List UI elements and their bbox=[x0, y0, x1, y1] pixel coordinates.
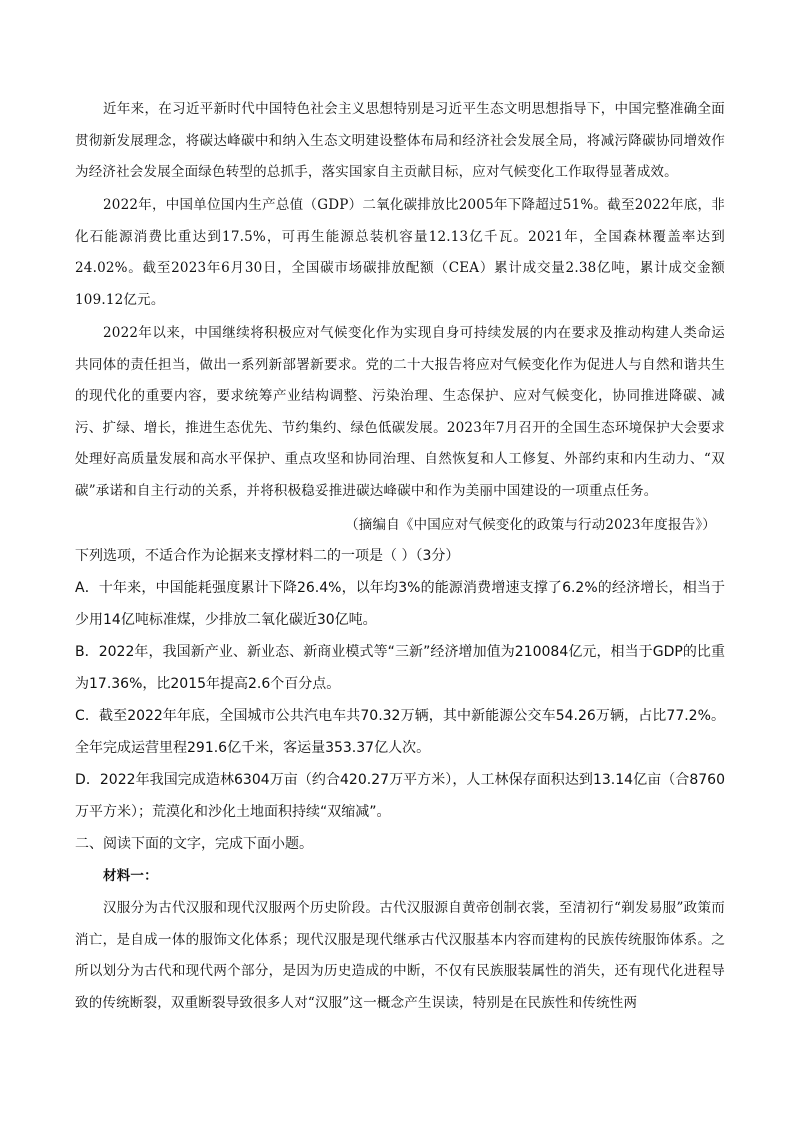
question-stem: 下列选项，不适合作为论据来支撑材料二的一项是（ ）（3分） bbox=[75, 548, 460, 564]
material-one-paragraph-1: 汉服分为古代汉服和现代汉服两个历史阶段。古代汉服源自黄帝创制衣裳，至清初行“剃发易服”政策而消亡，是自成一体的服饰文化体系；现代汉服是现代继承古代汉服基本内容而建构的民族传统服饰体系。之所以划分为古代和现代两个部分，是因为历史造成的中断，不仅有民族服装属性的消失，还有现代化进程导致的传统断裂，双重断裂导致很多人对“汉服”这一概念产生误读，特别是在民族性和传统性两 bbox=[75, 900, 725, 1011]
option-a[interactable]: A．十年来，中国能耗强度累计下降26.4%，以年均3%的能源消费增速支撑了6.2%的经济增长，相当于少用14亿吨标准煤，少排放二氧化碳近30亿吨。 bbox=[75, 580, 725, 628]
material-two-paragraph-3: 2022年以来，中国继续将积极应对气候变化作为实现自身可持续发展的内在要求及推动构建人类命运共同体的责任担当，做出一系列新部署新要求。党的二十大报告将应对气候变化作为促进人与自然和谐共生的现代化的重要内容，要求统筹产业结构调整、污染治理、生态保护、应对气候变化，协同推进降碳、减污、扩绿、增长，推进生态优先、节约集约、绿色低碳发展。2023年7月召开的全国生态环境保护大会要求处理好高质量发展和高水平保护、重点攻坚和协同治理、自然恢复和人工修复、外部约束和内生动力、“双碳”承诺和自主行动的关系，并将积极稳妥推进碳达峰碳中和作为美丽中国建设的一项重点任务。 bbox=[75, 325, 725, 499]
material-two-paragraph-1: 近年来，在习近平新时代中国特色社会主义思想特别是习近平生态文明思想指导下，中国完整准确全面贯彻新发展理念，将碳达峰碳中和纳入生态文明建设整体布局和经济社会发展全局，将减污降碳协同增效作为经济社会发展全面绿色转型的总抓手，落实国家自主贡献目标，应对气候变化工作取得显著成效。 bbox=[75, 101, 725, 180]
material-two-paragraph-2: 2022年，中国单位国内生产总值（GDP）二氧化碳排放比2005年下降超过51%。截至2022年底，非化石能源消费比重达到17.5%，可再生能源总装机容量12.13亿千瓦。2021年，全国森林覆盖率达到24.02%。截至2023年6月30日，全国碳市场碳排放配额（CEA）累计成交量2.38亿吨，累计成交金额109.12亿元。 bbox=[75, 197, 725, 308]
section-two-heading: 二、阅读下面的文字，完成下面小题。 bbox=[75, 836, 313, 852]
option-c[interactable]: C．截至2022年年底，全国城市公共汽电车共70.32万辆，其中新能源公交车54.26万辆，占比77.2%。全年完成运营里程291.6亿千米，客运量353.37亿人次。 bbox=[75, 708, 725, 756]
material-one-label: 材料一： bbox=[103, 868, 158, 884]
option-b[interactable]: B．2022年，我国新产业、新业态、新商业模式等“三新”经济增加值为210084亿元，相当于GDP的比重为17.36%，比2015年提高2.6个百分点。 bbox=[75, 644, 725, 692]
option-d[interactable]: D．2022年我国完成造林6304万亩（约合420.27万平方米），人工林保存面积达到13.14亿亩（合8760万平方米）；荒漠化和沙化土地面积持续“双缩减”。 bbox=[75, 772, 725, 820]
source-citation: （摘编自《中国应对气候变化的政策与行动2023年度报告》） bbox=[345, 517, 716, 533]
